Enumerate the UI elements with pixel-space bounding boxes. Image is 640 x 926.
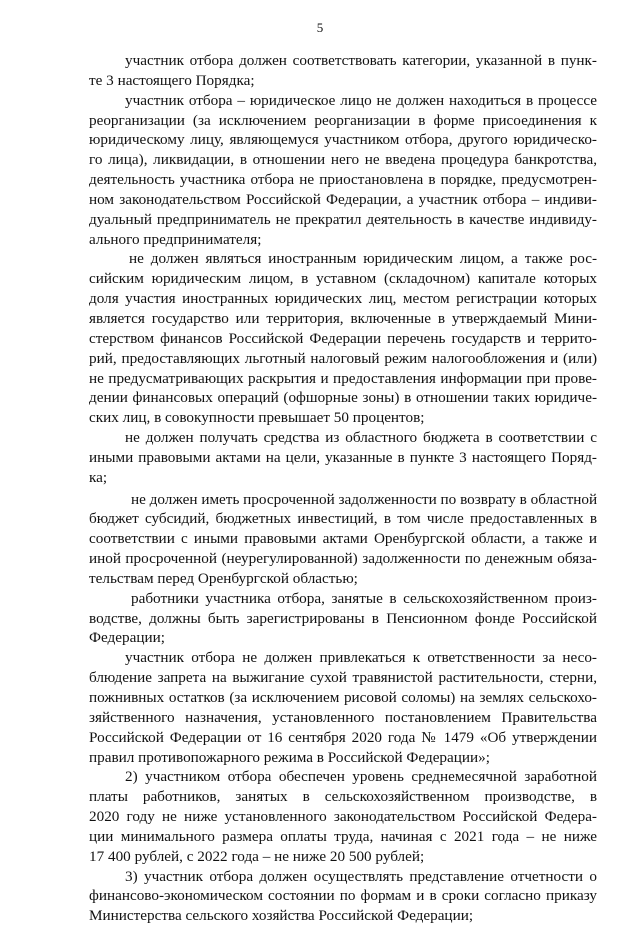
text-line: иными правовыми актами на цели, указанные в пункте 3 настоящего Поряд- xyxy=(89,448,597,466)
text-line: стерством финансов Российской Федерации перечень государств и террито- xyxy=(89,329,597,347)
text-line: дуальный предприниматель не прекратил деятельность в качестве индивиду- xyxy=(89,210,597,228)
text-line: водстве, должны быть зарегистрированы в Пенсионном фонде Российской xyxy=(89,609,597,627)
text-line: правил противопожарного режима в Российской Федерации»; xyxy=(89,748,490,766)
text-line: го лица), ликвидации, в отношении него не введена процедура банкротства, xyxy=(89,151,597,169)
text-line: Федерации; xyxy=(89,629,165,647)
text-line: те 3 настоящего Порядка; xyxy=(89,71,255,89)
text-line: финансово-экономическом состоянии по формам и в сроки согласно приказу xyxy=(89,887,597,905)
text-line: блюдение запрета на выжигание сухой травянистой растительности, стерни, xyxy=(89,669,597,687)
text-line: сийским юридическим лицом, в уставном (складочном) капитале которых xyxy=(89,270,597,288)
text-line: бюджет субсидий, бюджетных инвестиций, в том числе предоставленных в xyxy=(89,510,597,528)
text-line: соответствии с иными правовыми актами Оренбургской области, а также и xyxy=(89,530,597,548)
text-line: ка; xyxy=(89,468,108,486)
text-line: 17 400 рублей, с 2022 года – не ниже 20 500 рублей; xyxy=(89,847,425,865)
text-line: не должен иметь просроченной задолженности по возврату в областной xyxy=(131,490,598,508)
text-line: пожнивных остатков (за исключением рисовой соломы) на землях сельскохо- xyxy=(89,689,597,706)
text-line: рий, предоставляющих льготный налоговый режим налогообложения и (или) xyxy=(89,349,597,367)
text-line: ции минимального размера оплаты труда, начиная с 2021 года – не ниже xyxy=(89,827,597,845)
text-line: участник отбора не должен привлекаться к ответственности за несо- xyxy=(125,649,597,667)
text-line: участник отбора – юридическое лицо не должен находиться в процессе xyxy=(125,91,597,109)
document-body xyxy=(89,51,597,926)
text-line: юридическому лицу, являющемуся участником отбора, другого юридическо- xyxy=(89,131,597,149)
text-line: тельствам перед Оренбургской областью; xyxy=(89,569,358,587)
text-line: зяйственного назначения, установленного постановлением Правительства xyxy=(89,708,597,726)
text-line: 2020 году не ниже установленного законодательством Российской Федера- xyxy=(89,808,597,826)
text-line: работники участника отбора, занятые в сельскохозяйственном произ- xyxy=(131,589,597,607)
text-line: не должен получать средства из областного бюджета в соответствии с xyxy=(125,429,597,447)
text-line: 3) участник отбора должен осуществлять представление отчетности о xyxy=(125,867,597,885)
text-line: дении финансовых операций (офшорные зоны) в отношении таких юридиче- xyxy=(89,389,597,407)
text-line: не предусматривающих раскрытия и предоставления информации при прове- xyxy=(89,369,597,387)
text-line: Министерства сельского хозяйства Российской Федерации; xyxy=(89,907,474,925)
text-line: ских лиц, в совокупности превышает 50 процентов; xyxy=(89,409,425,427)
text-line: деятельность участника отбора не приостановлена в порядке, предусмотрен- xyxy=(89,171,597,189)
text-line: иной просроченной (неурегулированной) задолженности по денежным обяза- xyxy=(89,550,597,568)
text-line: ном законодательством Российской Федерации, а участник отбора – индиви- xyxy=(89,190,597,208)
text-line: не должен являться иностранным юридическим лицом, а также рос- xyxy=(129,250,597,268)
text-line: Российской Федерации от 16 сентября 2020 года № 1479 «Об утверждении xyxy=(89,728,597,746)
text-line: платы работников, занятых в сельскохозяйственном производстве, в xyxy=(89,788,597,806)
text-line: доля участия иностранных юридических лиц, местом регистрации которых xyxy=(89,290,597,308)
page-number: 5 xyxy=(316,20,324,35)
text-line: 2) участником отбора обеспечен уровень среднемесячной заработной xyxy=(125,768,597,786)
text-line: является государство или территория, включенные в утверждаемый Мини- xyxy=(89,309,597,327)
text-line: участник отбора должен соответствовать категории, указанной в пунк- xyxy=(125,52,597,69)
text-line: реорганизации (за исключением реорганизации в форме присоединения к xyxy=(89,111,597,129)
text-line: ального предпринимателя; xyxy=(89,230,262,248)
